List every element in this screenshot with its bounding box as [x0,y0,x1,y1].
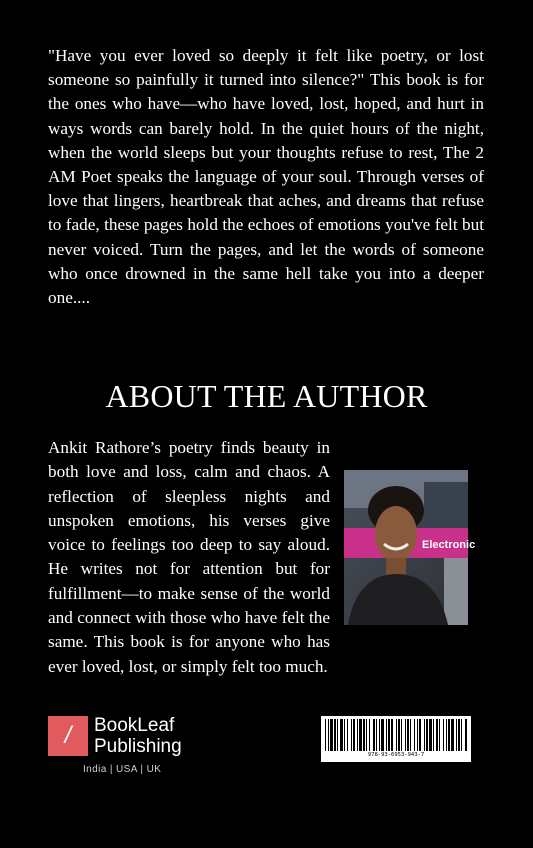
publisher-logo-icon [48,716,88,756]
publisher-regions: India | USA | UK [83,764,162,775]
about-author-heading: ABOUT THE AUTHOR [105,378,428,414]
author-photo-image [344,470,476,625]
author-bio [48,436,330,679]
isbn-number: 978-93-6953-943-7 [367,752,425,758]
blurb-text: "Have you ever loved so deeply it felt like poetry, or lost someone so painfully it turned into silence?" This book is for the ones who have—who have loved, lost, hoped, and hurt in ways words can barely hold. In the quiet hours of the night, when the world sleeps but your thoughts refuse to rest, The 2 AM Poet speaks the language of your soul. Through verses of love that lingers, heartbreak that aches, and dreams that refuse to fade, these pages hold the echoes of emotions you've felt but never voiced. Turn the pages, and let the words of someone who once drowned in the same hell take you into a deeper one.... [48,46,484,308]
isbn-barcode [321,716,471,762]
publisher-name-line2: Publishing [94,736,182,757]
publisher-name [94,715,182,757]
back-cover-blurb [48,44,484,310]
photo-sign-text: Electronic [422,539,476,551]
author-photo [344,470,476,625]
publisher-name-line1: BookLeaf [94,715,175,736]
author-bio-text: Ankit Rathore’s poetry finds beauty in both love and loss, calm and chaos. A reflection of sleepless nights and unspoken emotions, his verses give voice to feelings too deep to say aloud. He writes not for attention but for fulfillment—to make sense of the world and connect with those who have felt the same. This book is for anyone who has ever loved, lost, or simply felt too much. [48,438,330,676]
logo-glyph: / [64,722,72,749]
